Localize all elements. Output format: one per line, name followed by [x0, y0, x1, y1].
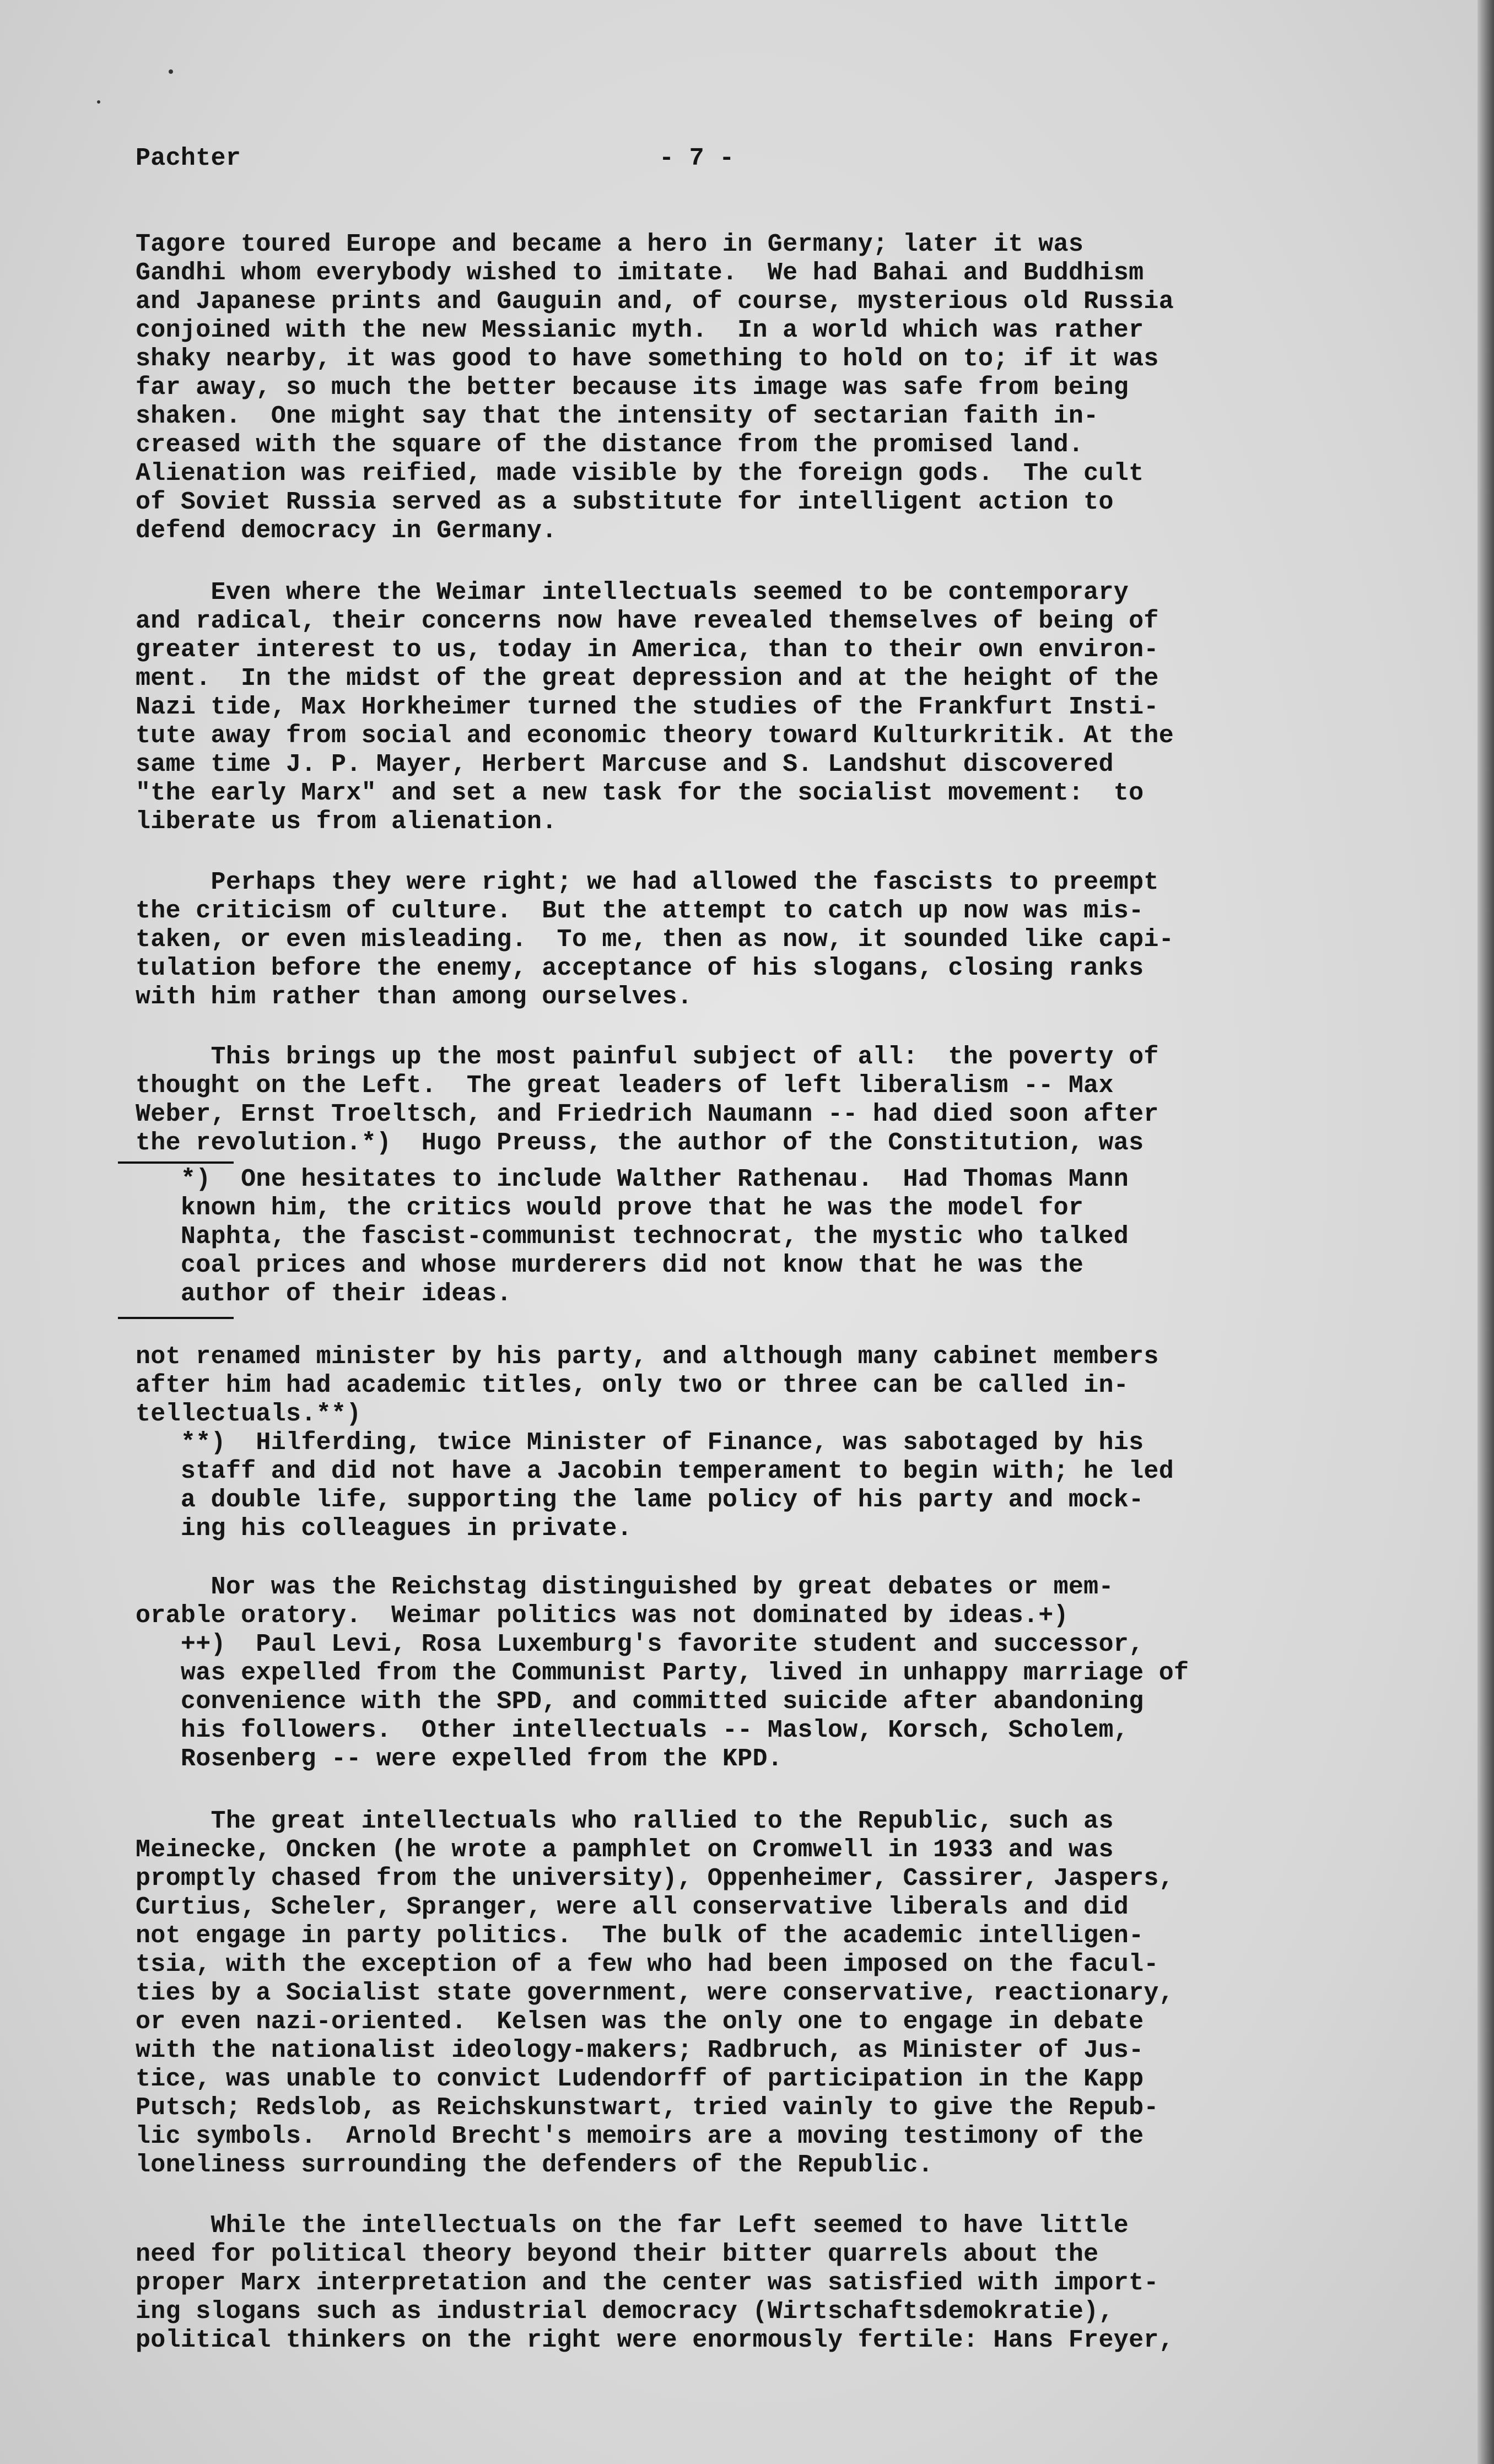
text-line: tulation before the enemy, acceptance of his slogans, closing ranks — [136, 954, 1144, 982]
footnote-rule-bottom — [118, 1317, 234, 1319]
text-line: loneliness surrounding the defenders of the Republic. — [136, 2151, 934, 2179]
page-number: - 7 - — [659, 144, 735, 172]
author-name: Pachter — [136, 144, 241, 172]
text-line: tellectuals.**) — [136, 1400, 362, 1428]
text-line: thought on the Left. The great leaders of left liberalism -- Max — [136, 1072, 1114, 1100]
text-line: and Japanese prints and Gauguin and, of course, mysterious old Russia — [136, 288, 1174, 316]
text-line: known him, the critics would prove that he was the model for — [136, 1194, 1084, 1222]
text-line: Curtius, Scheler, Spranger, were all conservative liberals and did — [136, 1893, 1129, 1921]
paragraph — [136, 1043, 1159, 1158]
text-line: promptly chased from the university), Oppenheimer, Cassirer, Jaspers, — [136, 1865, 1174, 1893]
text-line: This brings up the most painful subject of all: the poverty of — [136, 1043, 1159, 1071]
text-line: *) One hesitates to include Walther Rathenau. Had Thomas Mann — [136, 1165, 1129, 1193]
text-line: **) Hilferding, twice Minister of Finance, was sabotaged by his — [136, 1429, 1144, 1457]
text-line: proper Marx interpretation and the center was satisfied with import- — [136, 2269, 1159, 2297]
text-line: need for political theory beyond their bitter quarrels about the — [136, 2240, 1099, 2268]
text-line: Naphta, the fascist-communist technocrat, the mystic who talked — [136, 1223, 1129, 1251]
text-line: his followers. Other intellectuals -- Maslow, Korsch, Scholem, — [136, 1716, 1129, 1744]
text-line: lic symbols. Arnold Brecht's memoirs are a moving testimony of the — [136, 2122, 1144, 2150]
text-line: ment. In the midst of the great depression and at the height of the — [136, 664, 1159, 693]
paper-speck — [169, 69, 173, 74]
text-line: taken, or even misleading. To me, then as now, it sounded like capi- — [136, 926, 1174, 954]
text-line: ++) Paul Levi, Rosa Luxemburg's favorite student and successor, — [136, 1630, 1144, 1658]
text-line: liberate us from alienation. — [136, 808, 557, 836]
text-line: after him had academic titles, only two or three can be called in- — [136, 1371, 1129, 1399]
text-line: Nazi tide, Max Horkheimer turned the studies of the Frankfurt Insti- — [136, 693, 1159, 721]
text-line: the revolution.*) Hugo Preuss, the author of the Constitution, was — [136, 1129, 1144, 1157]
text-line: Gandhi whom everybody wished to imitate. We had Bahai and Buddhism — [136, 259, 1144, 287]
text-line: Weber, Ernst Troeltsch, and Friedrich Naumann -- had died soon after — [136, 1100, 1159, 1128]
text-line: political thinkers on the right were enormously fertile: Hans Freyer, — [136, 2326, 1174, 2354]
text-line: shaky nearby, it was good to have something to hold on to; if it was — [136, 345, 1159, 373]
paragraph — [136, 579, 1174, 836]
text-line: Perhaps they were right; we had allowed the fascists to preempt — [136, 868, 1159, 896]
text-line: or even nazi-oriented. Kelsen was the only one to engage in debate — [136, 2008, 1144, 2036]
text-line: far away, so much the better because its image was safe from being — [136, 374, 1129, 402]
text-line: staff and did not have a Jacobin temperament to begin with; he led — [136, 1457, 1174, 1485]
page-edge-shadow — [1477, 0, 1494, 2464]
paragraph — [136, 1573, 1189, 1774]
text-line: not engage in party politics. The bulk of the academic intelligen- — [136, 1922, 1144, 1950]
paragraph — [136, 230, 1174, 545]
text-line: "the early Marx" and set a new task for the socialist movement: to — [136, 779, 1144, 807]
text-line: tice, was unable to convict Ludendorff of participation in the Kapp — [136, 2065, 1144, 2093]
text-line: tsia, with the exception of a few who had been imposed on the facul- — [136, 1950, 1159, 1979]
paragraph — [136, 1807, 1174, 2180]
page-header — [136, 144, 1320, 177]
text-line: ing his colleagues in private. — [136, 1515, 633, 1543]
text-line: greater interest to us, today in America, than to their own environ- — [136, 636, 1159, 664]
paragraph — [136, 1343, 1174, 1543]
text-line: While the intellectuals on the far Left seemed to have little — [136, 2212, 1129, 2240]
text-line: orable oratory. Weimar politics was not dominated by ideas.+) — [136, 1602, 1069, 1630]
text-line: The great intellectuals who rallied to the Republic, such as — [136, 1807, 1114, 1835]
text-line: not renamed minister by his party, and although many cabinet members — [136, 1343, 1159, 1371]
paragraph — [136, 868, 1174, 1012]
footnote — [136, 1165, 1129, 1309]
text-line: Nor was the Reichstag distinguished by great debates or mem- — [136, 1573, 1114, 1601]
text-line: creased with the square of the distance from the promised land. — [136, 431, 1084, 459]
text-line: shaken. One might say that the intensity of sectarian faith in- — [136, 402, 1099, 430]
text-line: Rosenberg -- were expelled from the KPD. — [136, 1745, 783, 1773]
text-line: conjoined with the new Messianic myth. In a world which was rather — [136, 316, 1144, 344]
text-line: Even where the Weimar intellectuals seemed to be contemporary — [136, 579, 1129, 607]
text-line: the criticism of culture. But the attempt to catch up now was mis- — [136, 897, 1144, 925]
text-line: defend democracy in Germany. — [136, 517, 557, 545]
text-line: with him rather than among ourselves. — [136, 983, 693, 1011]
text-line: with the nationalist ideology-makers; Radbruch, as Minister of Jus- — [136, 2036, 1144, 2065]
text-line: Meinecke, Oncken (he wrote a pamphlet on Cromwell in 1933 and was — [136, 1836, 1114, 1864]
paper-speck — [97, 100, 100, 104]
footnote-rule-top — [118, 1161, 234, 1164]
text-line: tute away from social and economic theory toward Kulturkritik. At the — [136, 722, 1174, 750]
text-line: a double life, supporting the lame policy of his party and mock- — [136, 1486, 1144, 1514]
text-line: author of their ideas. — [136, 1280, 512, 1308]
text-line: was expelled from the Communist Party, lived in unhappy marriage of — [136, 1659, 1189, 1687]
text-line: Alienation was reified, made visible by the foreign gods. The cult — [136, 460, 1144, 488]
text-line: ties by a Socialist state government, were conservative, reactionary, — [136, 1979, 1174, 2007]
text-line: Tagore toured Europe and became a hero in Germany; later it was — [136, 230, 1084, 258]
text-line: Putsch; Redslob, as Reichskunstwart, tried vainly to give the Repub- — [136, 2094, 1159, 2122]
text-line: coal prices and whose murderers did not know that he was the — [136, 1251, 1084, 1279]
text-line: and radical, their concerns now have revealed themselves of being of — [136, 607, 1159, 635]
text-line: ing slogans such as industrial democracy (Wirtschaftsdemokratie), — [136, 2298, 1114, 2326]
text-line: convenience with the SPD, and committed suicide after abandoning — [136, 1688, 1144, 1716]
text-line: same time J. P. Mayer, Herbert Marcuse and S. Landshut discovered — [136, 750, 1114, 779]
paragraph — [136, 2212, 1174, 2355]
text-line: of Soviet Russia served as a substitute for intelligent action to — [136, 488, 1114, 516]
